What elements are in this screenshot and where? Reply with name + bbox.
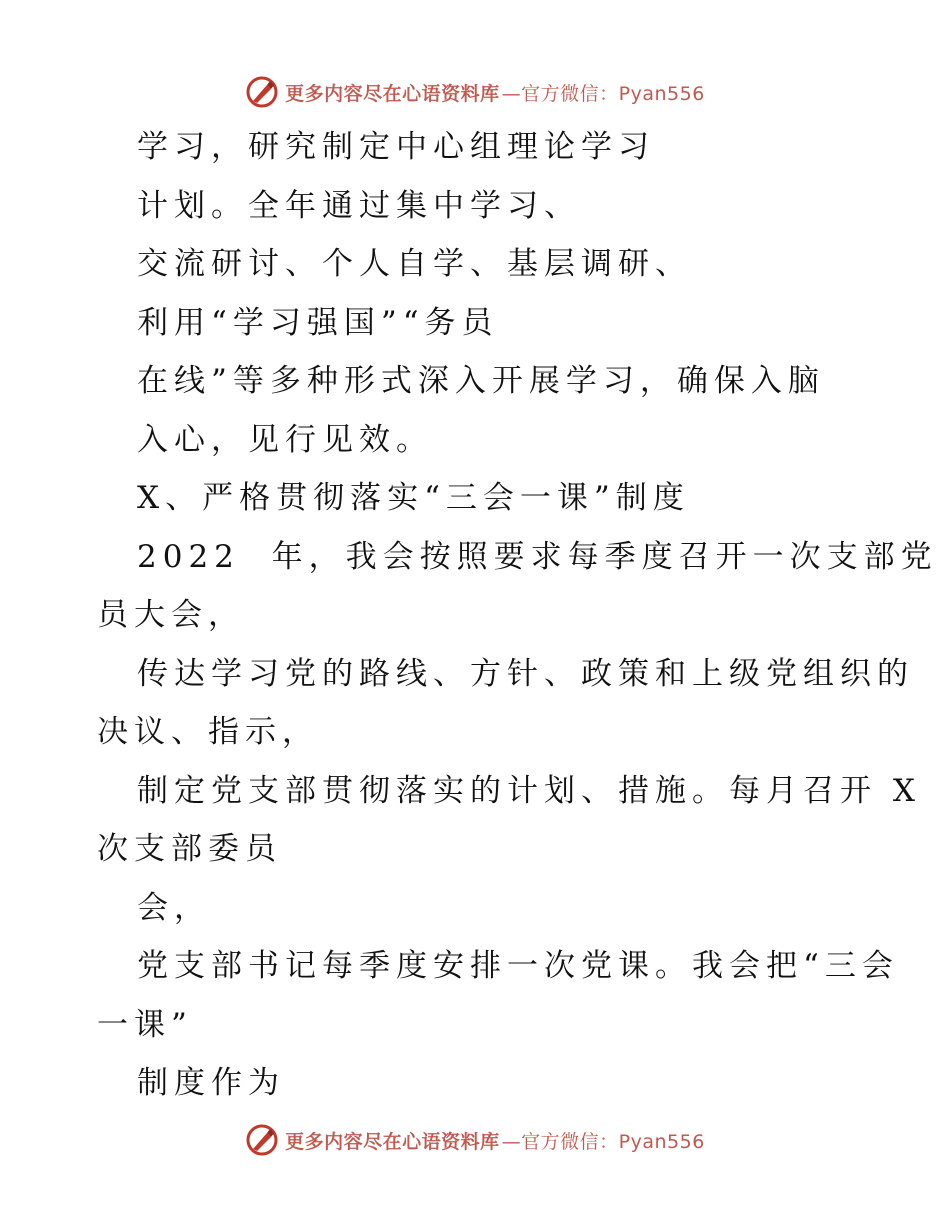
- footer-watermark: [0, 1120, 950, 1160]
- watermark-text: 更多内容尽在心语资料库: [285, 82, 500, 105]
- watermark-wechat: —官方微信：Pyan556: [501, 82, 705, 105]
- text-line: 员大会，: [97, 597, 245, 633]
- text-line: 2022 年，我会按照要求每季度召开一次支部党: [137, 538, 938, 575]
- text-line: 传达学习党的路线、方针、政策和上级党组织的: [137, 655, 914, 692]
- text-line: 制度作为: [137, 1065, 285, 1101]
- text-line: 制定党支部贯彻落实的计划、措施。每月召开 X: [137, 772, 921, 809]
- section-heading: X、严格贯彻落实“三会一课”制度: [137, 480, 690, 516]
- text-line: 决议、指示，: [97, 714, 319, 750]
- text-line: 党支部书记每季度安排一次党课。我会把“三会: [137, 948, 899, 984]
- watermark-wechat: —官方微信：Pyan556: [501, 1130, 705, 1153]
- text-line: 会，: [137, 889, 211, 926]
- text-line: 交流研讨、个人自学、基层调研、: [137, 246, 692, 282]
- text-line: 次支部委员: [97, 831, 282, 867]
- header-watermark: [0, 72, 950, 112]
- text-line: 学习，研究制定中心组理论学习: [137, 129, 655, 165]
- text-line: 在线”等多种形式深入开展学习，确保入脑: [137, 363, 825, 399]
- text-line: 利用“学习强国”“务员: [137, 304, 499, 341]
- pen-logo-icon: [245, 75, 279, 109]
- text-line: 入心，见行见效。: [137, 421, 433, 458]
- watermark-text: 更多内容尽在心语资料库: [285, 1130, 500, 1153]
- document-body: [97, 118, 938, 1113]
- text-line: 一课”: [97, 1006, 193, 1043]
- pen-logo-icon: [245, 1123, 279, 1157]
- text-line: 计划。全年通过集中学习、: [137, 187, 581, 224]
